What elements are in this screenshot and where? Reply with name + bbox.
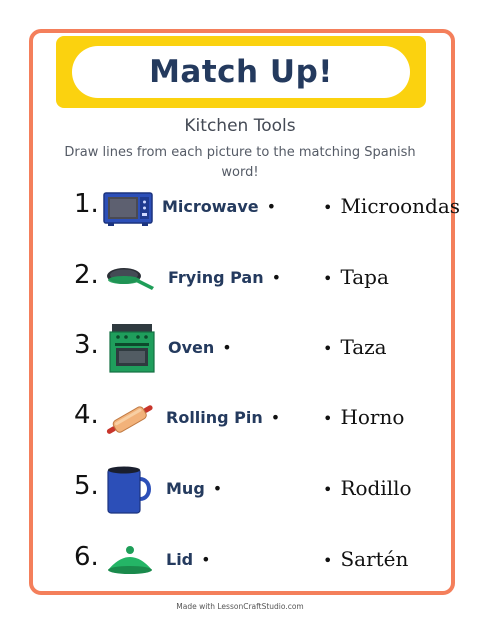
spanish-word: Tapa [340,265,389,289]
match-row-5 [0,465,480,515]
lid-icon [102,536,158,586]
match-row-6 [0,536,480,586]
match-row-3 [0,324,480,374]
match-dot[interactable]: • [222,338,232,357]
item-number: 5. [74,471,99,501]
match-dot[interactable]: • [201,550,211,569]
match-dot[interactable]: • [323,480,333,499]
english-word: Rolling Pin [166,408,263,427]
match-row-4 [0,394,480,444]
microwave-icon [102,183,158,233]
spanish-word: Taza [340,335,387,359]
spanish-word: Sartén [340,547,409,571]
english-word: Lid [166,550,194,569]
oven-icon [102,324,158,374]
item-number: 4. [74,400,99,430]
spanish-word: Rodillo [340,476,412,500]
english-word: Frying Pan [168,268,264,287]
item-number: 3. [74,330,99,360]
match-dot[interactable]: • [323,269,333,288]
mug-icon [102,465,158,515]
item-number: 6. [74,542,99,572]
match-row-1 [0,183,480,233]
item-number: 2. [74,260,99,290]
title-pill [72,46,410,98]
rolling-pin-icon [102,394,158,444]
spanish-word: Horno [340,405,405,429]
spanish-word: Microondas [340,194,461,218]
match-dot[interactable]: • [266,197,277,216]
match-dot[interactable]: • [323,198,333,217]
item-number: 1. [74,189,99,219]
match-dot[interactable]: • [323,409,333,428]
match-dot[interactable]: • [270,408,281,427]
frying-pan-icon [102,254,158,304]
english-word: Microwave [162,197,259,216]
match-dot[interactable]: • [323,339,333,358]
instructions: Draw lines from each picture to the matching Spanish word! [64,145,416,180]
worksheet-subtitle: Kitchen Tools [184,116,296,136]
match-dot[interactable]: • [323,551,333,570]
english-word: Oven [168,338,215,357]
footer-credit: Made with LessonCraftStudio.com [176,602,304,611]
page-title: Match Up! [149,54,333,90]
match-row-2 [0,254,480,304]
english-word: Mug [166,479,205,498]
match-dot[interactable]: • [271,268,282,287]
match-dot[interactable]: • [212,479,223,498]
